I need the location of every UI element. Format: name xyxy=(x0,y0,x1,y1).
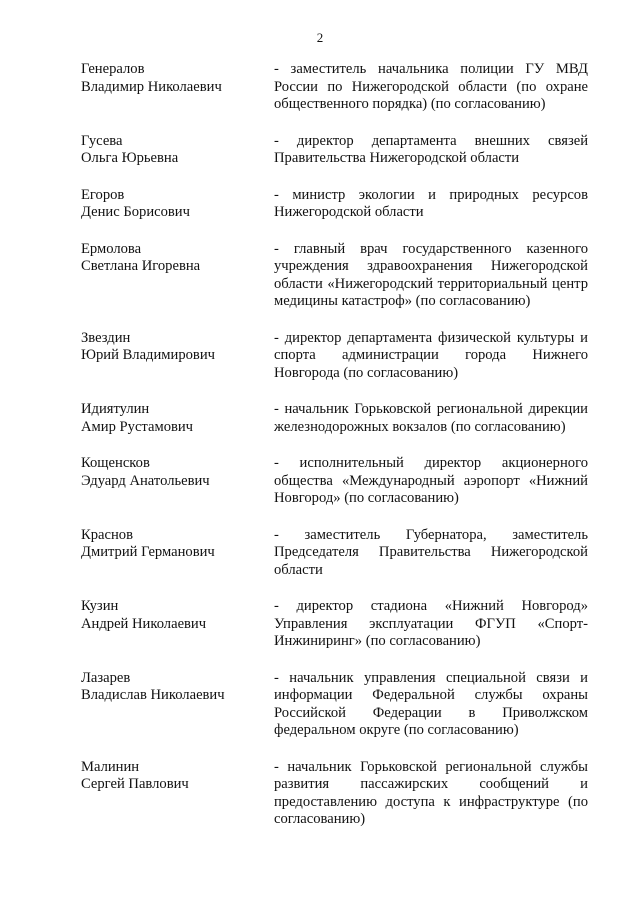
member-entry xyxy=(81,759,588,829)
member-given-names: Эдуард Анатольевич xyxy=(81,472,210,489)
member-entry xyxy=(81,670,588,740)
member-surname: Звездин xyxy=(81,329,131,346)
member-position: - начальник Горьковской региональной службы развития пассажирских сообщений и предоставлению доступа к инфраструктуре (по согласованию) xyxy=(274,758,588,827)
member-position: - директор департамента внешних связей Правительства Нижегородской области xyxy=(274,132,588,166)
member-name xyxy=(81,241,274,311)
member-entry xyxy=(81,187,588,222)
member-entry xyxy=(81,330,588,383)
member-position: - исполнительный директор акционерного общества «Международный аэропорт «Нижний Новгород» (по согласованию) xyxy=(274,455,588,506)
page-number: 2 xyxy=(316,30,324,45)
member-name xyxy=(81,455,274,508)
member-given-names: Сергей Павлович xyxy=(81,776,189,792)
member-position: - начальник управления специальной связи и информации Федеральной службы охраны Российской Федерации в Приволжском федеральном округе (по согласованию) xyxy=(274,669,588,738)
member-surname: Малинин xyxy=(81,758,140,775)
member-position: - директор департамента физической культуры и спорта администрации города Нижнего Новгорода (по согласованию) xyxy=(274,329,588,381)
member-surname: Кощенсков xyxy=(81,455,150,471)
member-entry xyxy=(81,241,588,311)
member-position: - главный врач государственного казенного учреждения здравоохранения Нижегородской области «Нижегородский территориальный центр медицины катастроф» (по согласованию) xyxy=(274,240,588,309)
member-entry xyxy=(81,598,588,651)
commission-members-list xyxy=(81,61,588,848)
member-surname: Гусева xyxy=(81,132,123,149)
member-surname: Егоров xyxy=(81,186,125,203)
member-entry xyxy=(81,61,588,114)
member-position: - министр экологии и природных ресурсов Нижегородской области xyxy=(274,186,588,220)
member-entry xyxy=(81,133,588,168)
member-name xyxy=(81,401,274,436)
member-given-names: Денис Борисович xyxy=(81,204,190,220)
member-given-names: Владимир Николаевич xyxy=(81,78,222,95)
member-surname: Краснов xyxy=(81,526,133,543)
member-position: - директор стадиона «Нижний Новгород» Управления эксплуатации ФГУП «Спорт-Инжиниринг» (по согласованию) xyxy=(274,598,588,649)
member-surname: Ермолова xyxy=(81,240,142,257)
member-given-names: Юрий Владимирович xyxy=(81,347,215,363)
member-position: - заместитель Губернатора, заместитель Председателя Правительства Нижегородской области xyxy=(274,526,588,578)
member-surname: Идиятулин xyxy=(81,401,150,417)
member-name xyxy=(81,133,274,168)
member-given-names: Амир Рустамович xyxy=(81,418,194,435)
member-surname: Лазарев xyxy=(81,669,131,686)
member-entry xyxy=(81,401,588,436)
member-entry xyxy=(81,527,588,580)
member-name xyxy=(81,187,274,222)
member-surname: Генералов xyxy=(81,61,145,77)
member-name xyxy=(81,330,274,383)
member-position: - заместитель начальника полиции ГУ МВД России по Нижегородской области (по охране общественного порядка) (по согласованию) xyxy=(274,61,588,112)
member-position: - начальник Горьковской региональной дирекции железнодорожных вокзалов (по согласованию) xyxy=(274,401,588,435)
member-name xyxy=(81,759,274,829)
member-given-names: Ольга Юрьевна xyxy=(81,150,179,166)
member-name xyxy=(81,670,274,740)
member-name xyxy=(81,527,274,580)
member-entry xyxy=(81,455,588,508)
member-given-names: Владислав Николаевич xyxy=(81,687,225,703)
member-name xyxy=(81,61,274,114)
member-name xyxy=(81,598,274,651)
member-given-names: Светлана Игоревна xyxy=(81,258,201,274)
member-given-names: Дмитрий Германович xyxy=(81,544,215,560)
member-surname: Кузин xyxy=(81,598,119,614)
member-given-names: Андрей Николаевич xyxy=(81,615,207,632)
